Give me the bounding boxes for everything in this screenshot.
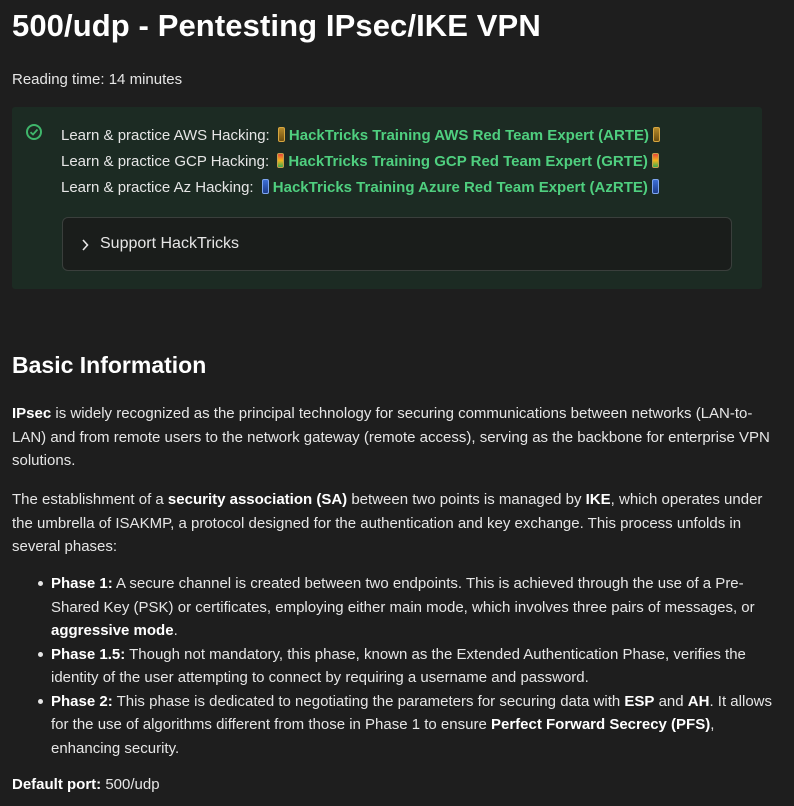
gcp-badge-icon	[277, 153, 284, 168]
support-label: Support HackTricks	[100, 235, 239, 252]
gcp-badge-icon	[652, 153, 659, 168]
default-port: Default port: 500/udp	[12, 776, 160, 793]
az-badge-icon	[262, 179, 269, 194]
list-item-phase-1: Phase 1: A secure channel is created between two endpoints. This is achieved through the use of a Pre-Shared Key (PSK) or certificates, employing either main mode, which involves three pairs of messages, or aggressive mode.	[51, 572, 772, 643]
hint-prefix: Learn & practice GCP Hacking:	[61, 153, 270, 170]
hint-line-gcp	[61, 152, 663, 172]
paragraph-ipsec: IPsec is widely recognized as the principal technology for securing communications between networks (LAN-to-LAN) and from remote users to the network gateway (remote access), serving as the backbone for enterprise VPN solutions.	[12, 405, 770, 469]
az-badge-icon	[652, 179, 659, 194]
hint-line-aws	[61, 126, 664, 146]
page-title: 500/udp - Pentesting IPsec/IKE VPN	[12, 8, 541, 43]
aws-badge-icon	[653, 127, 660, 142]
phases-list	[12, 572, 772, 760]
hint-line-az	[61, 178, 663, 198]
check-circle-icon	[26, 124, 42, 140]
support-hacktricks-toggle[interactable]	[62, 217, 732, 271]
list-item-phase-1-5: Phase 1.5: Though not mandatory, this phase, known as the Extended Authentication Phase, verifies the identity of the user attempting to connect by requiring a username and password.	[51, 643, 772, 690]
list-item-phase-2: Phase 2: This phase is dedicated to negotiating the parameters for securing data with ESP and AH. It allows for the use of algorithms different from those in Phase 1 to ensure Perfect Forward Secrecy (PFS), enhancing security.	[51, 690, 772, 761]
paragraph-sa: The establishment of a security association (SA) between two points is managed by IKE, which operates under the umbrella of ISAKMP, a protocol designed for the authentication and key exchange. This process unfolds in several phases:	[12, 491, 763, 555]
section-heading: Basic Information	[12, 352, 207, 378]
aws-badge-icon	[278, 127, 285, 142]
grte-training-link[interactable]: HackTricks Training GCP Red Team Expert (GRTE)	[288, 153, 648, 170]
azrte-training-link[interactable]: HackTricks Training Azure Red Team Expert (AzRTE)	[272, 179, 648, 196]
reading-time: Reading time: 14 minutes	[12, 71, 183, 88]
chevron-right-icon	[81, 238, 89, 256]
training-hint-box	[12, 107, 762, 289]
arte-training-link[interactable]: HackTricks Training AWS Red Team Expert (ARTE)	[288, 127, 649, 144]
hint-prefix: Learn & practice Az Hacking:	[61, 179, 254, 196]
hint-prefix: Learn & practice AWS Hacking:	[61, 127, 270, 144]
